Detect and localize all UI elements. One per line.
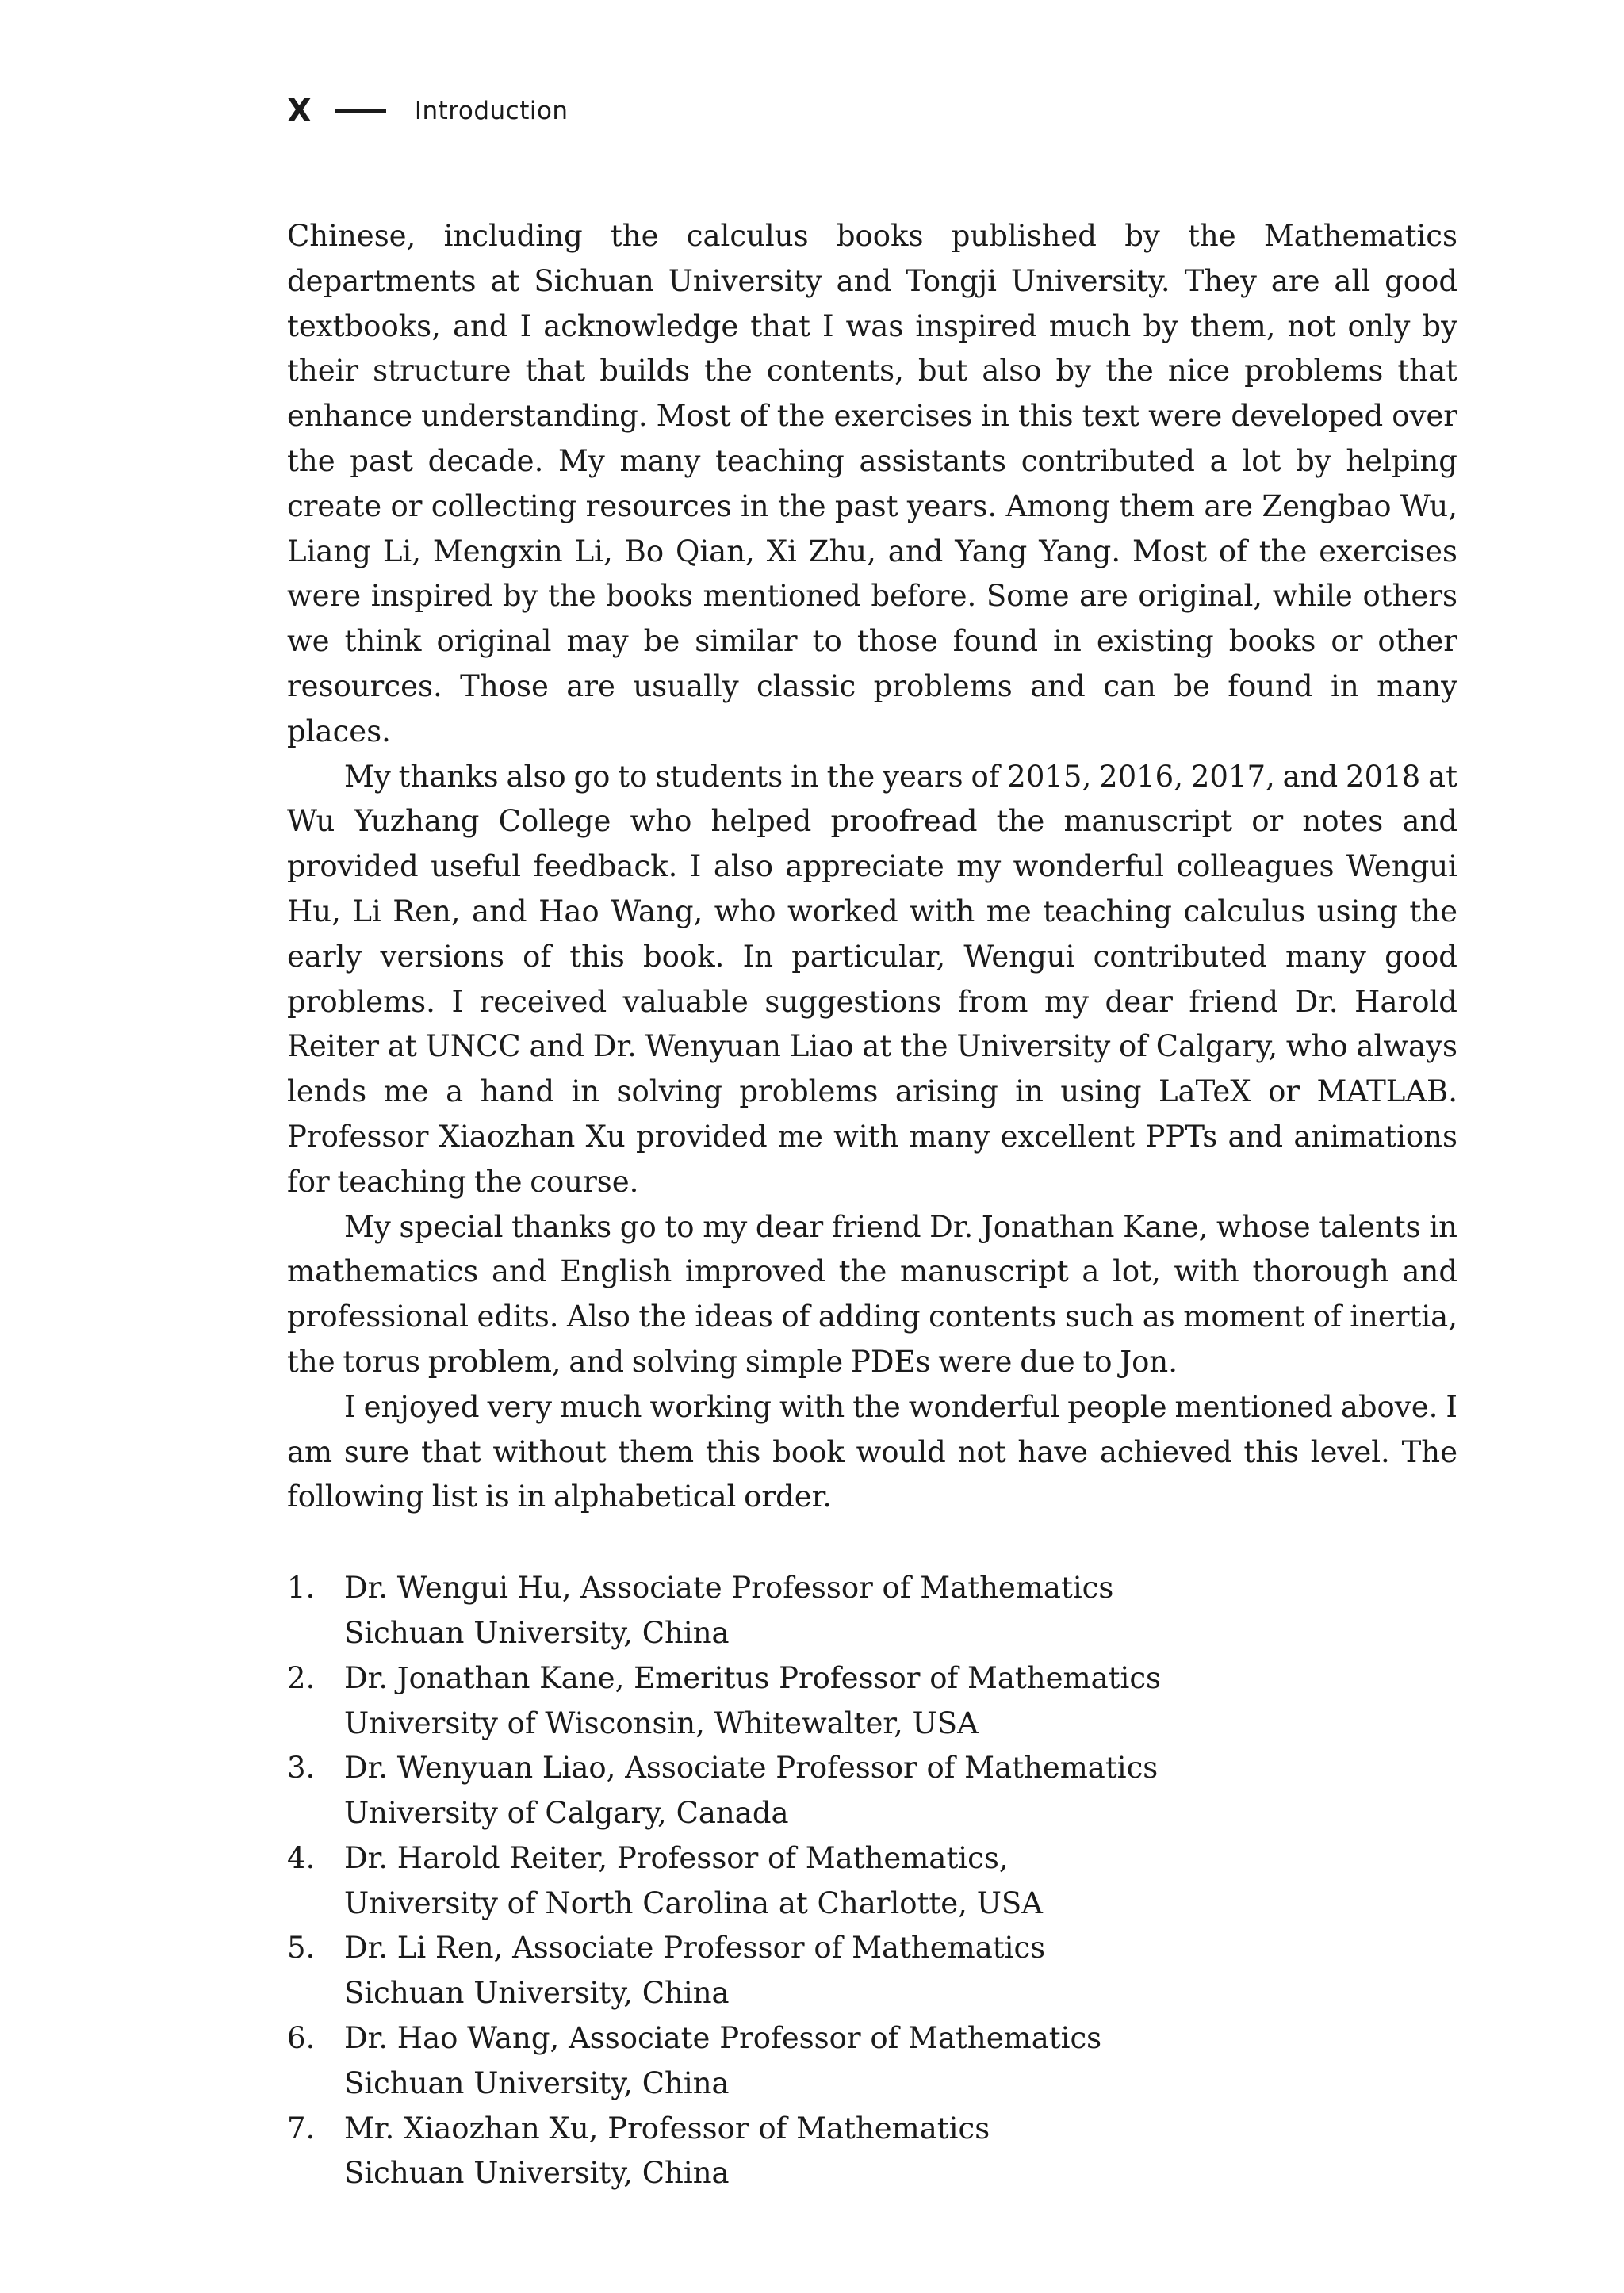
page-body [287, 214, 1457, 2196]
item-name-title: Dr. Wengui Hu, Associate Professor of Mathematics [344, 1571, 1114, 1606]
item-number: 1. [287, 1571, 316, 1606]
list-item [287, 1656, 1457, 1747]
acknowledgee-list [287, 1566, 1457, 2196]
paragraph-list-intro: I enjoyed very much working with the wonderful people mentioned above. I am sure that without them this book would not have achieved this level. The following list is in alphabetical order. [287, 1389, 1457, 1514]
header-rule [335, 109, 386, 113]
item-name-title: Dr. Hao Wang, Associate Professor of Mathematics [344, 2021, 1102, 2056]
item-affiliation: Sichuan University, China [344, 2065, 730, 2100]
item-name-title: Dr. Jonathan Kane, Emeritus Professor of Mathematics [344, 1660, 1162, 1695]
item-number: 4. [287, 1840, 316, 1875]
list-item [287, 1746, 1457, 1836]
paragraph-resources: Chinese, including the calculus books published by the Mathematics departments at Sichuan University and Tongji University. They are all good textbooks, and I acknowledge that I was inspired much by them, not only by their structure that builds the contents, but also by the nice problems that enhance understanding. Most of the exercises in this text were developed over the past decade. My many teaching assistants contributed a lot by helping create or collecting resources in the past years. Among them are Zengbao Wu, Liang Li, Mengxin Li, Bo Qian, Xi Zhu, and Yang Yang. Most of the exercises were inspired by the books mentioned before. Some are original, while others we think original may be similar to those found in existing books or other resources. Those are usually classic problems and can be found in many places. [287, 219, 1457, 748]
item-number: 2. [287, 1660, 316, 1695]
list-item [287, 2107, 1457, 2197]
list-item [287, 1566, 1457, 1656]
item-affiliation: Sichuan University, China [344, 1976, 730, 2011]
list-item [287, 1836, 1457, 1927]
item-number: 7. [287, 2111, 316, 2146]
item-name-title: Dr. Wenyuan Liao, Associate Professor of Mathematics [344, 1751, 1159, 1786]
item-name-title: Dr. Li Ren, Associate Professor of Mathematics [344, 1931, 1046, 1966]
running-title: Introduction [414, 97, 569, 125]
item-name-title: Dr. Harold Reiter, Professor of Mathematics, [344, 1840, 1009, 1875]
item-affiliation: University of Calgary, Canada [344, 1796, 789, 1831]
paragraph-special-thanks: My special thanks go to my dear friend Dr. Jonathan Kane, whose talents in mathematics and English improved the manuscript a lot, with thorough and professional edits. Also the ideas of adding contents such as moment of inertia, the torus problem, and solving simple PDEs were due to Jon. [287, 1209, 1457, 1379]
item-affiliation: University of Wisconsin, Whitewalter, USA [344, 1705, 979, 1740]
running-header [287, 89, 569, 133]
paragraph-thanks-students: My thanks also go to students in the years of 2015, 2016, 2017, and 2018 at Wu Yuzhang College who helped proofread the manuscript or notes and provided useful feedback. I also appreciate my wonderful colleagues Wengui Hu, Li Ren, and Hao Wang, who worked with me teaching calculus using the early versions of this book. In particular, Wengui contributed many good problems. I received valuable suggestions from my dear friend Dr. Harold Reiter at UNCC and Dr. Wenyuan Liao at the University of Calgary, who always lends me a hand in solving problems arising in using LaTeX or MATLAB. Professor Xiaozhan Xu provided me with many excellent PPTs and animations for teaching the course. [287, 759, 1457, 1199]
item-affiliation: Sichuan University, China [344, 1615, 730, 1650]
item-name-title: Mr. Xiaozhan Xu, Professor of Mathematics [344, 2111, 990, 2146]
page-number: X [287, 93, 312, 129]
list-item [287, 1926, 1457, 2016]
item-affiliation: University of North Carolina at Charlotte, USA [344, 1885, 1043, 1920]
item-number: 6. [287, 2021, 316, 2056]
item-affiliation: Sichuan University, China [344, 2156, 730, 2191]
item-number: 5. [287, 1931, 316, 1966]
list-item [287, 2016, 1457, 2107]
item-number: 3. [287, 1751, 316, 1786]
